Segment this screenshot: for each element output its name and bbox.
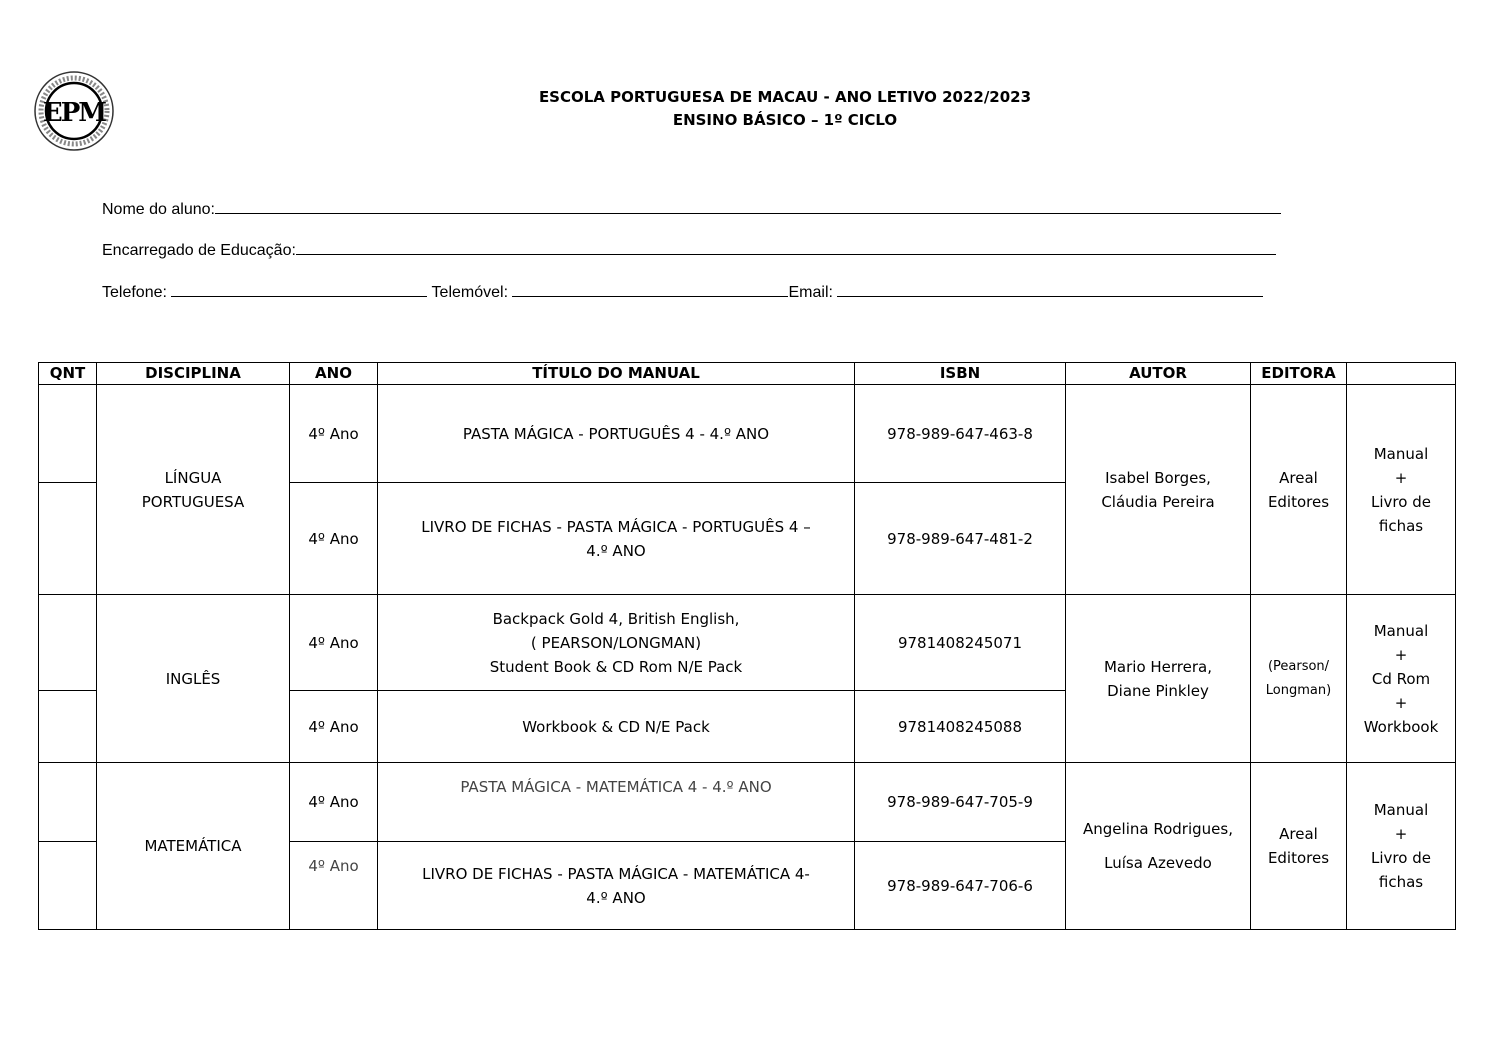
qnt-cell[interactable] <box>39 595 97 691</box>
qnt-cell[interactable] <box>39 842 97 930</box>
mobile-label: Telemóvel: <box>431 284 509 301</box>
title-cell: PASTA MÁGICA - PORTUGUÊS 4 - 4.º ANO <box>378 385 855 483</box>
document-title: ESCOLA PORTUGUESA DE MACAU - ANO LETIVO 2022/2023 <box>538 88 1032 106</box>
isbn-cell: 9781408245071 <box>855 595 1066 691</box>
year-cell: 4º Ano <box>290 385 378 483</box>
author-cell: Isabel Borges, Cláudia Pereira <box>1066 385 1251 595</box>
title-cell: Backpack Gold 4, British English, ( PEARSON/LONGMAN) Student Book & CD Rom N/E Pack <box>378 595 855 691</box>
header-author: AUTOR <box>1066 363 1251 385</box>
isbn-cell: 978-989-647-705-9 <box>855 763 1066 842</box>
contents-cell: Manual + Livro de fichas <box>1347 385 1456 595</box>
header-isbn: ISBN <box>855 363 1066 385</box>
publisher-cell: Areal Editores <box>1251 763 1347 930</box>
table-row <box>39 385 1456 483</box>
qnt-cell[interactable] <box>39 385 97 483</box>
header-subject: DISCIPLINA <box>97 363 290 385</box>
phone-field[interactable] <box>171 282 427 297</box>
title-cell: PASTA MÁGICA - MATEMÁTICA 4 - 4.º ANO <box>378 763 855 842</box>
title-cell: Workbook & CD N/E Pack <box>378 691 855 763</box>
year-cell: 4º Ano <box>290 483 378 595</box>
student-name-field[interactable] <box>215 199 1281 214</box>
isbn-cell: 9781408245088 <box>855 691 1066 763</box>
year-cell: 4º Ano <box>290 763 378 842</box>
student-name-row <box>102 199 1281 219</box>
header-qnt: QNT <box>39 363 97 385</box>
table-header-row <box>39 363 1456 385</box>
header-year: ANO <box>290 363 378 385</box>
subject-cell: MATEMÁTICA <box>97 763 290 930</box>
student-name-label: Nome do aluno: <box>102 201 215 218</box>
table-row <box>39 595 1456 691</box>
contact-row <box>102 282 1263 302</box>
logo-letters: EPM <box>42 98 106 128</box>
qnt-cell[interactable] <box>39 691 97 763</box>
publisher-cell: (Pearson/ Longman) <box>1251 595 1347 763</box>
qnt-cell[interactable] <box>39 763 97 842</box>
header-publisher: EDITORA <box>1251 363 1347 385</box>
mobile-field[interactable] <box>512 282 788 297</box>
year-cell: 4º Ano <box>290 691 378 763</box>
subject-cell: LÍNGUA PORTUGUESA <box>97 385 290 595</box>
title-cell: LIVRO DE FICHAS - PASTA MÁGICA - MATEMÁTICA 4- 4.º ANO <box>378 842 855 930</box>
guardian-field[interactable] <box>296 240 1276 255</box>
qnt-cell[interactable] <box>39 483 97 595</box>
contents-cell: Manual + Cd Rom + Workbook <box>1347 595 1456 763</box>
title-cell: LIVRO DE FICHAS - PASTA MÁGICA - PORTUGUÊS 4 – 4.º ANO <box>378 483 855 595</box>
header-title: TÍTULO DO MANUAL <box>378 363 855 385</box>
textbook-table <box>38 362 1456 930</box>
phone-label: Telefone: <box>102 284 167 301</box>
year-cell: 4º Ano <box>290 595 378 691</box>
guardian-label: Encarregado de Educação: <box>102 242 296 259</box>
isbn-cell: 978-989-647-706-6 <box>855 842 1066 930</box>
email-label: Email: <box>788 284 833 301</box>
school-seal-logo <box>33 70 115 152</box>
header-contents <box>1347 363 1456 385</box>
isbn-cell: 978-989-647-481-2 <box>855 483 1066 595</box>
isbn-cell: 978-989-647-463-8 <box>855 385 1066 483</box>
table-row <box>39 763 1456 842</box>
author-cell: Mario Herrera, Diane Pinkley <box>1066 595 1251 763</box>
document-subtitle: ENSINO BÁSICO – 1º CICLO <box>672 111 898 129</box>
guardian-row <box>102 240 1276 260</box>
subject-cell: INGLÊS <box>97 595 290 763</box>
contents-cell: Manual + Livro de fichas <box>1347 763 1456 930</box>
email-field[interactable] <box>837 282 1263 297</box>
author-cell: Angelina Rodrigues, Luísa Azevedo <box>1066 763 1251 930</box>
publisher-cell: Areal Editores <box>1251 385 1347 595</box>
year-cell: 4º Ano <box>290 842 378 930</box>
